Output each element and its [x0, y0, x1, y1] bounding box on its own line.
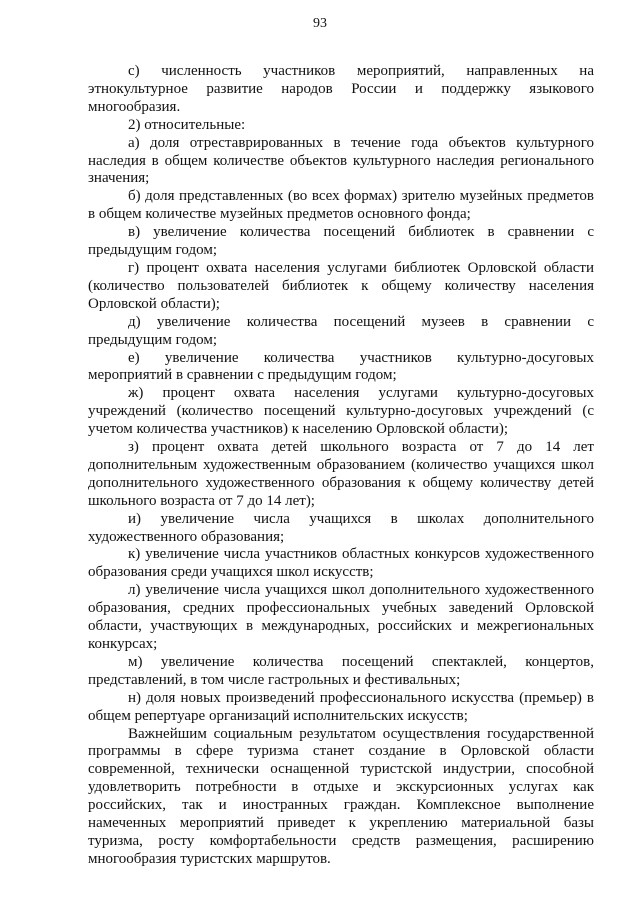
paragraph-item-v: в) увеличение количества посещений библиотек в сравнении с предыдущим годом;	[88, 224, 594, 259]
paragraph-relative-heading: 2) относительные:	[128, 116, 246, 133]
paragraph-item-e: е) увеличение количества участников культурно-досуговых мероприятий в сравнении с предыдущим годом;	[88, 349, 594, 384]
paragraph-item-zh: ж) процент охвата населения услугами культурно-досуговых учреждений (количество посещений культурно-досуговых учреждений (с учетом количества участников) к населению Орловской области);	[88, 385, 594, 438]
document-body	[88, 63, 594, 869]
paragraph-item-m: м) увеличение количества посещений спектаклей, концертов, представлений, в том числе гастрольных и фестивальных;	[88, 653, 594, 688]
paragraph-item-n: н) доля новых произведений профессионального искусства (премьер) в общем репертуаре организаций исполнительских искусств;	[88, 689, 594, 724]
paragraph-tourism-result: Важнейшим социальным результатом осуществления государственной программы в сфере туризма станет создание в Орловской области современной, технически оснащенной туристской индустрии, способной удовлетворить потребности в отдыхе и экскурсионных услугах как российских, так и иностранных граждан. Комплексное выполнение намеченных мероприятий приведет к укреплению материальной базы туризма, росту комфортабельности средств размещения, расширению многообразия туристских маршрутов.	[88, 725, 594, 867]
paragraph-item-k: к) увеличение числа участников областных конкурсов художественного образования среди учащихся школ искусств;	[88, 546, 594, 581]
paragraph-item-l: л) увеличение числа учащихся школ дополнительного художественного образования, средних профессиональных учебных заведений Орловской области, участвующих в международных, российских и межрегиональных конкурсах;	[88, 582, 594, 652]
paragraph-item-i: и) увеличение числа учащихся в школах дополнительного художественного образования;	[88, 510, 594, 545]
paragraph-item-c: с) численность участников мероприятий, направленных на этнокультурное развитие народов России и поддержку языкового многообразия.	[88, 63, 594, 115]
paragraph-item-z: з) процент охвата детей школьного возраста от 7 до 14 лет дополнительным художественным образованием (количество учащихся школ дополнительного художественного образования к общему количеству детей школьного возраста от 7 до 14 лет);	[88, 439, 594, 509]
paragraph-item-g: г) процент охвата населения услугами библиотек Орловской области (количество пользователей библиотек к общему количеству населения Орловской области);	[88, 259, 594, 312]
paragraph-item-d: д) увеличение количества посещений музеев в сравнении с предыдущим годом;	[88, 313, 594, 348]
paragraph-item-b: б) доля представленных (во всех формах) зрителю музейных предметов в общем количестве музейных предметов основного фонда;	[88, 188, 594, 223]
paragraph-item-a: а) доля отреставрированных в течение года объектов культурного наследия в общем количестве объектов культурного наследия регионального значения;	[88, 134, 594, 187]
page-number: 93	[313, 16, 327, 31]
